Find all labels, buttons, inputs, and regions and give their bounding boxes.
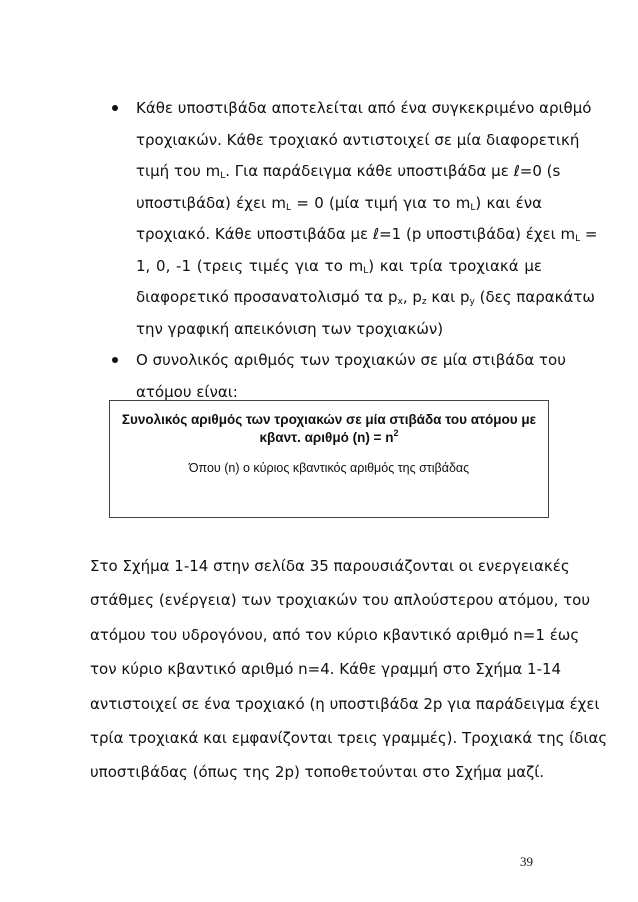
text-line: τροχιακών. Κάθε τροχιακό αντιστοιχεί σε μία διαφορετική xyxy=(136,130,580,149)
text-line: Στο Σχήμα 1-14 στην σελίδα 35 παρουσιάζονται οι ενεργειακές xyxy=(90,557,570,575)
text-line: υποστιβάδας (όπως της 2p) τοποθετούνται στο Σχήμα μαζί. xyxy=(90,763,545,782)
bullet-item-orbitals-per-subshell xyxy=(112,94,598,346)
subscript: L xyxy=(575,234,581,244)
text-line: 1, 0, -1 (τρεις τιμές για το $m_L$) και τρία τροχιακά με xyxy=(136,256,542,276)
formula-title xyxy=(110,411,548,447)
text-line: Ο συνολικός αριθμός των τροχιακών σε μία στιβάδα του xyxy=(136,351,566,369)
text-line: υποστιβάδα) έχει $m_L = 0$ (μία τιμή για το $m_L$) και ένα xyxy=(136,193,542,213)
subscript: L xyxy=(220,171,226,181)
formula-title-line1: Συνολικός αριθμός των τροχιακών σε μία στιβάδα του ατόμου με xyxy=(121,412,537,427)
body-paragraph xyxy=(90,554,608,795)
text-line: στάθμες (ενέργεια) των τροχιακών του απλούστερου ατόμου, του xyxy=(90,591,591,610)
text-line: την γραφική απεικόνιση των τροχιακών) xyxy=(136,319,444,338)
text-line: Κάθε υποστιβάδα αποτελείται από ένα συγκεκριμένο αριθμό xyxy=(136,99,592,117)
bullet-dot-icon xyxy=(112,357,118,363)
subscript: x xyxy=(397,297,403,307)
subscript: L xyxy=(470,202,476,213)
subscript: L xyxy=(363,265,369,276)
page-number: 39 xyxy=(520,854,533,869)
text-line: διαφορετικό προσανατολισμό τα $p_x$, $p_z$ και $p_y$ (δες παρακάτω xyxy=(136,288,595,307)
text-line: ατόμου του υδρογόνου, από τον κύριο κβαντικό αριθμό n=1 έως xyxy=(90,625,580,644)
formula-exponent: 2 xyxy=(393,428,399,438)
bullet-list xyxy=(112,94,598,409)
formula-note: Όπου (n) ο κύριος κβαντικός αριθμός της στιβάδας xyxy=(188,461,470,475)
text-line: τιμή του $m_L$. Για παράδειγμα κάθε υποστιβάδα με ℓ=0 (s xyxy=(136,162,561,181)
subscript: y xyxy=(469,297,475,307)
text-line: τον κύριο κβαντικό αριθμό n=4. Κάθε γραμμή στο Σχήμα 1-14 xyxy=(90,660,562,679)
subscript: L xyxy=(286,202,292,213)
text-line: ατόμου είναι: xyxy=(136,382,238,401)
subscript: z xyxy=(421,297,427,307)
formula-box xyxy=(109,400,549,518)
text-line: τροχιακό. Κάθε υποστιβάδα με ℓ=1 (p υποστιβάδα) έχει $m_L$ = xyxy=(136,225,598,244)
formula-title-line2: κβαντ. αριθμό (n) = n xyxy=(259,430,394,445)
text-line: αντιστοιχεί σε ένα τροχιακό (η υποστιβάδα 2p για παράδειγμα έχει xyxy=(90,694,600,713)
bullet-dot-icon xyxy=(112,105,118,111)
text-line: τρία τροχιακά και εμφανίζονται τρεις γραμμές). Τροχιακά της ίδιας xyxy=(90,728,608,747)
